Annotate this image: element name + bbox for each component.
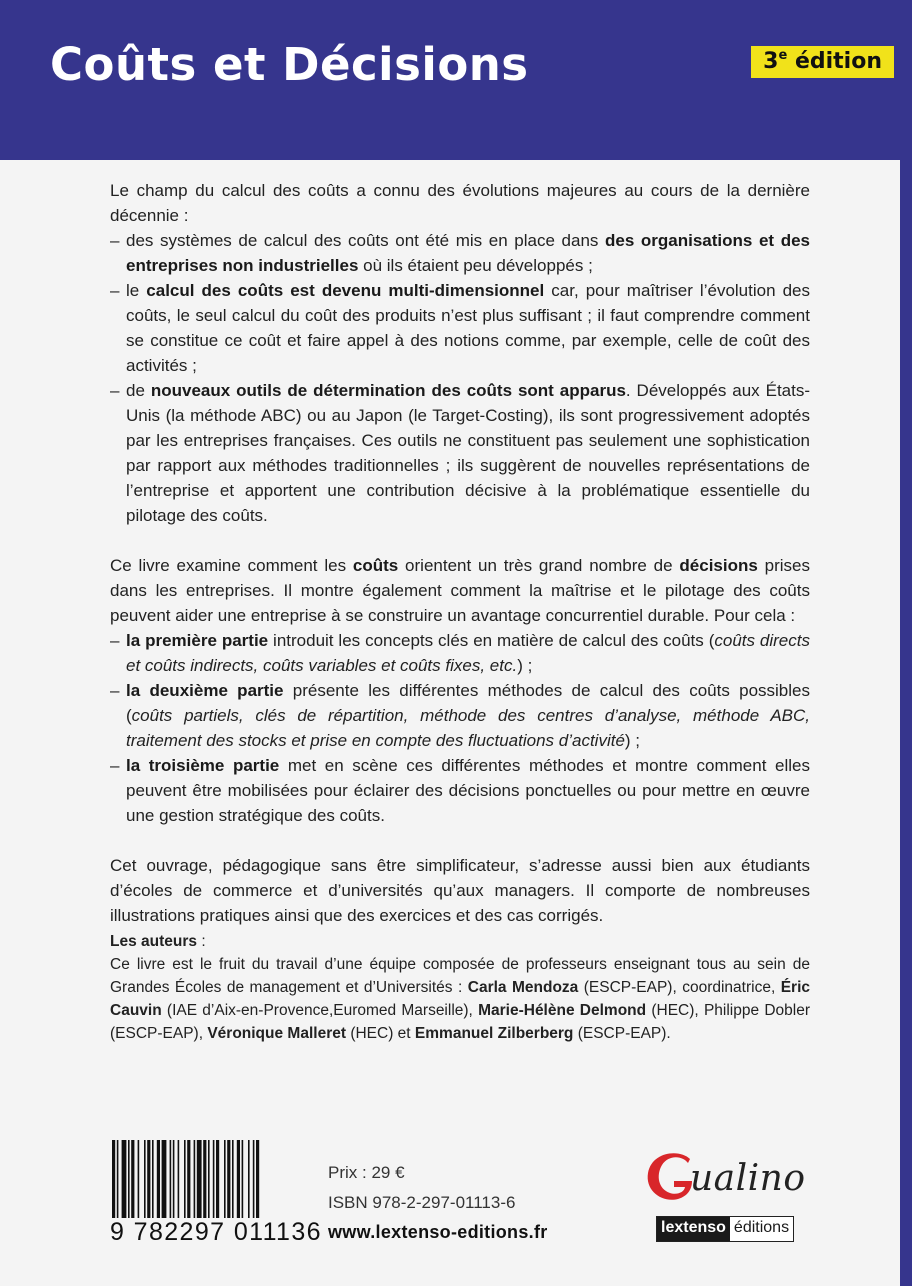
isbn-label: ISBN 978-2-297-01113-6 bbox=[328, 1193, 516, 1212]
authors-heading: Les auteurs : bbox=[110, 933, 206, 950]
authors-section bbox=[110, 930, 810, 1045]
edition-number: 3 bbox=[763, 49, 779, 74]
publisher-logo bbox=[656, 1216, 794, 1242]
part-3: – la troisième partie met en scène ces différentes méthodes et montre comment elles peuvent être mobilisées pour éclairer des décisions ponctuelles ou pour mettre en œuvre une gestion stratégique des coûts. bbox=[110, 753, 810, 828]
book-title: Coûts et Décisions bbox=[50, 38, 529, 91]
part-2: – la deuxième partie présente les différentes méthodes de calcul des coûts possibles (coûts partiels, clés de répartition, méthode des centres d’analyse, méthode ABC, traitement des stocks et prise en compte des fluctuations d’activité) ; bbox=[110, 678, 810, 753]
publisher-logo-part-b: éditions bbox=[730, 1217, 793, 1241]
intro-item-2: – le calcul des coûts est devenu multi-dimensionnel car, pour maîtriser l’évolution des coûts, le seul calcul du coût des produits n’est plus suffisant ; il faut comprendre comment se constitue ce coût et faire appel à des notions comme, par exemple, celle de coût des activités ; bbox=[110, 278, 810, 378]
intro-item-3: – de nouveaux outils de détermination des coûts sont apparus. Développés aux États-Unis (la méthode ABC) ou au Japon (le Target-Costing), ils sont progressivement adoptés par les entreprises françaises. Ces outils ne constituent pas seulement une sophistication par rapport aux méthodes traditionnelles ; ils suggèrent de nouvelles représentations de l’entreprise et apportent une contribution décisive à la problématique essentielle du pilotage des coûts. bbox=[110, 378, 810, 528]
publisher-url: www.lextenso-editions.fr bbox=[328, 1222, 548, 1242]
barcode-digits: 9 782297 011136 bbox=[110, 1218, 322, 1246]
gualino-logo-text: ualino bbox=[690, 1158, 806, 1199]
main-text bbox=[110, 178, 810, 928]
right-border-strip bbox=[900, 160, 912, 1286]
header-band bbox=[0, 0, 912, 160]
audience-paragraph: Cet ouvrage, pédagogique sans être simplificateur, s’adresse aussi bien aux étudiants d’écoles de commerce et d’universités qu’aux managers. Il comporte de nombreuses illustrations pratiques ainsi que des exercices et des cas corrigés. bbox=[110, 856, 810, 925]
edition-superscript: e bbox=[778, 48, 788, 63]
part-1: – la première partie introduit les concepts clés en matière de calcul des coûts (coûts directs et coûts indirects, coûts variables et coûts fixes, etc.) ; bbox=[110, 628, 810, 678]
book-lead: Ce livre examine comment les coûts orientent un très grand nombre de décisions prises dans les entreprises. Il montre également comment la maîtrise et le pilotage des coûts peuvent aider une entreprise à se construire un avantage concurrentiel durable. Pour cela : bbox=[110, 556, 810, 625]
intro-lead: Le champ du calcul des coûts a connu des évolutions majeures au cours de la dernière décennie : bbox=[110, 181, 810, 225]
authors-text: Ce livre est le fruit du travail d’une équipe composée de professeurs enseignant tous au sein de Grandes Écoles de management et d’Universités : Carla Mendoza (ESCP-EAP), coordinatrice, Éric Cauvin (IAE d’Aix-en-Provence,Euromed Marseille), Marie-Hélène Delmond (HEC), Philippe Dobler (ESCP-EAP), Véronique Malleret (HEC) et Emmanuel Zilberberg (ESCP-EAP). bbox=[110, 956, 811, 1042]
barcode-icon bbox=[112, 1140, 312, 1218]
edition-word: édition bbox=[787, 49, 882, 74]
intro-item-1: – des systèmes de calcul des coûts ont été mis en place dans des organisations et des entreprises non industrielles où ils étaient peu développés ; bbox=[110, 228, 810, 278]
price-label: Prix : 29 € bbox=[328, 1163, 405, 1182]
publisher-logo-part-a: lextenso bbox=[657, 1217, 730, 1241]
edition-badge bbox=[751, 46, 894, 78]
